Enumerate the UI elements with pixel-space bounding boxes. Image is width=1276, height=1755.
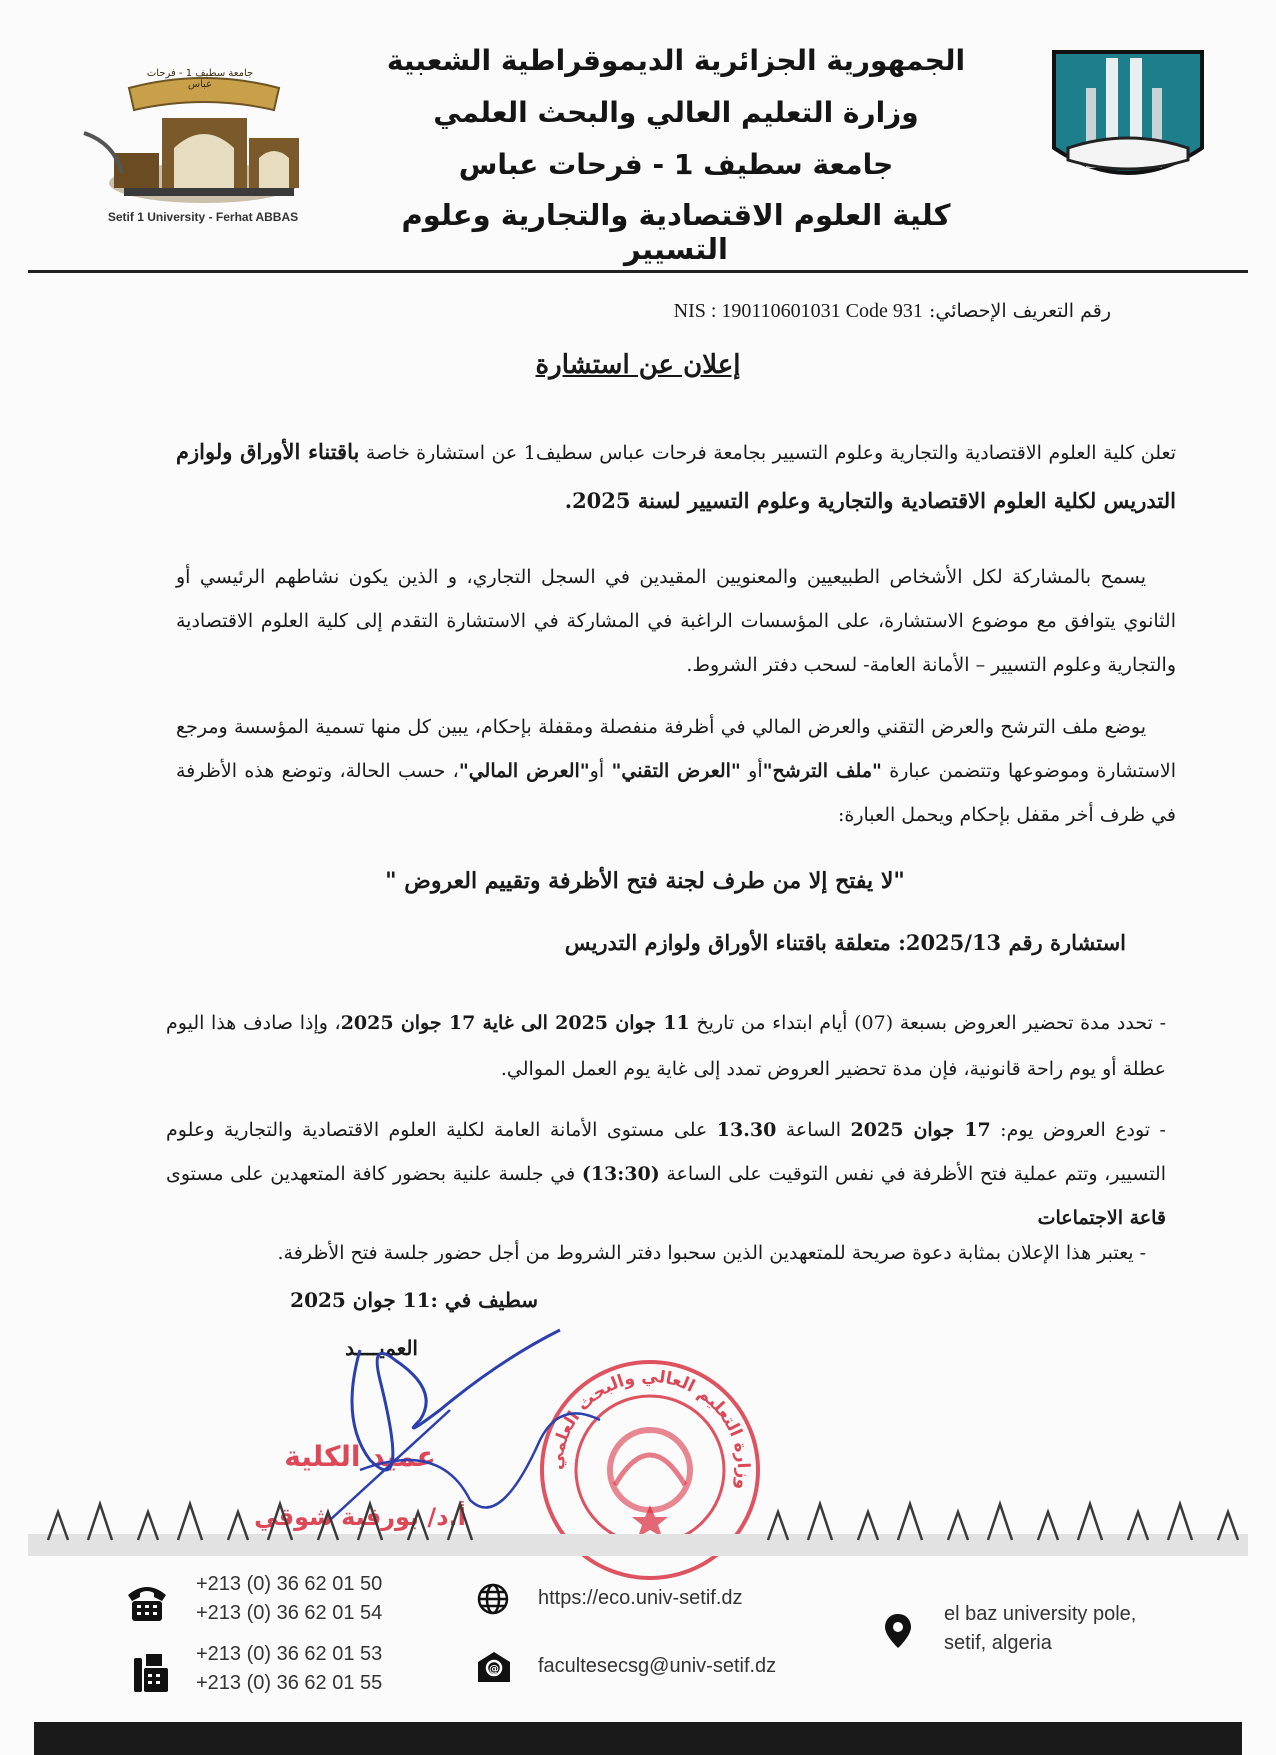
address-line-2: setif, algeria xyxy=(944,1632,1052,1654)
item-opening-time: (13:30) xyxy=(581,1163,660,1185)
logo-banner-text: جامعة سطيف 1 - فرحات عباس xyxy=(146,68,254,90)
phone-2: +213 (0) 36 62 01 54 xyxy=(196,1602,383,1624)
envelopes-paragraph xyxy=(176,705,1176,837)
phone-numbers xyxy=(196,1570,382,1628)
globe-icon xyxy=(476,1582,510,1616)
header-ministry: وزارة التعليم العالي والبحث العلمي xyxy=(433,96,919,129)
website-link[interactable]: https://eco.univ-setif.dz xyxy=(538,1587,743,1609)
item-meeting-room: قاعة الاجتماعات xyxy=(1037,1207,1166,1229)
address xyxy=(944,1600,1136,1658)
phone-1: +213 (0) 36 62 01 50 xyxy=(196,1573,383,1595)
consultation-reference: استشارة رقم 2025/13: متعلقة باقتناء الأوراق ولوازم التدريس xyxy=(564,930,1126,955)
item-deadline-dates: 11 جوان 2025 الى غاية 17 جوان 2025 xyxy=(340,1012,690,1034)
envelope-label-financial: "العرض المالي" xyxy=(458,760,590,782)
dean-stamp-title: عميد الكلية xyxy=(284,1440,436,1473)
item-submission-text: - تودع العروض يوم: xyxy=(990,1119,1166,1141)
stamp-ring-text: وزارة التعليم العالي والبحث العلمي xyxy=(546,1366,754,1492)
envelope-label-technical: "العرض التقني" xyxy=(611,760,741,782)
envelopes-or-2: أو xyxy=(589,760,612,782)
dean-stamp-name: أ.د/ بورقبة شوقي xyxy=(254,1503,466,1531)
envelope-label-candidacy: "ملف الترشح" xyxy=(762,760,882,782)
envelope-quote: "لا يفتح إلا من طرف لجنة فتح الأظرفة وتقييم العروض " xyxy=(385,868,905,894)
email-link[interactable]: facultesecsg@univ-setif.dz xyxy=(538,1655,777,1677)
envelopes-text-end: ، حسب الحالة، وتوضع هذه الأظرفة في ظرف أخر مقفل بإحكام ويحمل العبارة: xyxy=(176,760,1176,826)
header-faculty: كلية العلوم الاقتصادية والتجارية وعلوم التسيير xyxy=(401,198,951,266)
item-submission-text-2: الساعة xyxy=(776,1119,851,1141)
footer-decoration xyxy=(28,1490,1248,1560)
fax-icon xyxy=(134,1654,168,1694)
item-deadline-text-end: ، وإذا صادف هذا اليوم عطلة أو يوم راحة قانونية، فإن مدة تحضير العروض تمدد إلى غاية يوم العمل الموالي. xyxy=(166,1012,1166,1080)
svg-text:@: @ xyxy=(489,1664,499,1675)
logo-caption: Setif 1 University - Ferhat ABBAS xyxy=(107,210,299,224)
item-invitation: - يعتبر هذا الإعلان بمثابة دعوة صريحة للمتعهدين الذين سحبوا دفتر الشروط من أجل حضور جلسة فتح الأظرفة. xyxy=(277,1242,1146,1264)
location-pin-icon xyxy=(883,1612,913,1650)
email-icon xyxy=(476,1650,512,1684)
header-republic: الجمهورية الجزائرية الديموقراطية الشعبية xyxy=(386,44,966,77)
date-line: سطيف في :11 جوان 2025 xyxy=(290,1288,538,1312)
item-submission xyxy=(166,1108,1166,1240)
item-deadline xyxy=(166,1000,1166,1092)
nis-line xyxy=(674,300,1111,323)
telephone-icon xyxy=(126,1583,168,1623)
envelopes-or-1: أو xyxy=(740,760,763,782)
item-submission-time: 13.30 xyxy=(716,1119,777,1141)
fax-1: +213 (0) 36 62 01 53 xyxy=(196,1643,383,1665)
item-submission-text-3: على مستوى الأمانة العامة لكلية العلوم الاقتصادية والتجارية وعلوم التسيير، وتتم عملية فتح الأظرفة في نفس التوقيت على الساعة xyxy=(166,1119,1166,1185)
fax-numbers xyxy=(196,1640,382,1698)
footer-bar xyxy=(34,1722,1242,1755)
intro-text: تعلن كلية العلوم الاقتصادية والتجارية وعلوم التسيير بجامعة فرحات عباس سطيف1 عن استشارة خاصة xyxy=(359,442,1176,464)
intro-paragraph xyxy=(176,428,1176,526)
item-deadline-text: - تحدد مدة تحضير العروض بسبعة (07) أيام ابتداء من تاريخ xyxy=(689,1012,1166,1034)
eligibility-paragraph: يسمح بالمشاركة لكل الأشخاص الطبيعيين والمعنويين المقيدين في السجل التجاري، و الذين يكون نشاطهم الرئيسي أو الثانوي يتوافق مع موضوع الاستشارة، على المؤسسات الراغبة في المشاركة في الاستشارة التقدم إلى كلية العلوم الاقتصادية والتجارية وعلوم التسيير – الأمانة العامة- لسحب دفتر الشروط. xyxy=(176,566,1176,676)
envelopes-text: يوضع ملف الترشح والعرض التقني والعرض المالي في أظرفة منفصلة ومقفلة بإحكام، يبين كل منها تسمية المؤسسة ومرجع الاستشارة وموضوعها وتتضمن عبارة xyxy=(176,716,1176,782)
header-university: جامعة سطيف 1 - فرحات عباس xyxy=(458,148,894,181)
faculty-emblem xyxy=(1048,48,1208,198)
intro-bold-text: باقتناء الأوراق ولوازم التدريس لكلية العلوم الاقتصادية والتجارية وعلوم التسيير لسنة 2025. xyxy=(176,439,1176,513)
nis-label: رقم التعريف الإحصائي: xyxy=(928,300,1111,322)
item-submission-text-4: في جلسة علنية بحضور كافة المتعهدين على مستوى xyxy=(166,1163,582,1185)
header-divider xyxy=(28,270,1248,273)
page-title: إعلان عن استشارة xyxy=(535,350,741,380)
fax-2: +213 (0) 36 62 01 55 xyxy=(196,1672,383,1694)
signatory-title: العميــــد xyxy=(345,1336,418,1360)
nis-value: NIS : 190110601031 Code 931 xyxy=(673,300,923,322)
address-line-1: el baz university pole, xyxy=(944,1603,1137,1625)
item-submission-date: 17 جوان 2025 xyxy=(850,1119,991,1141)
